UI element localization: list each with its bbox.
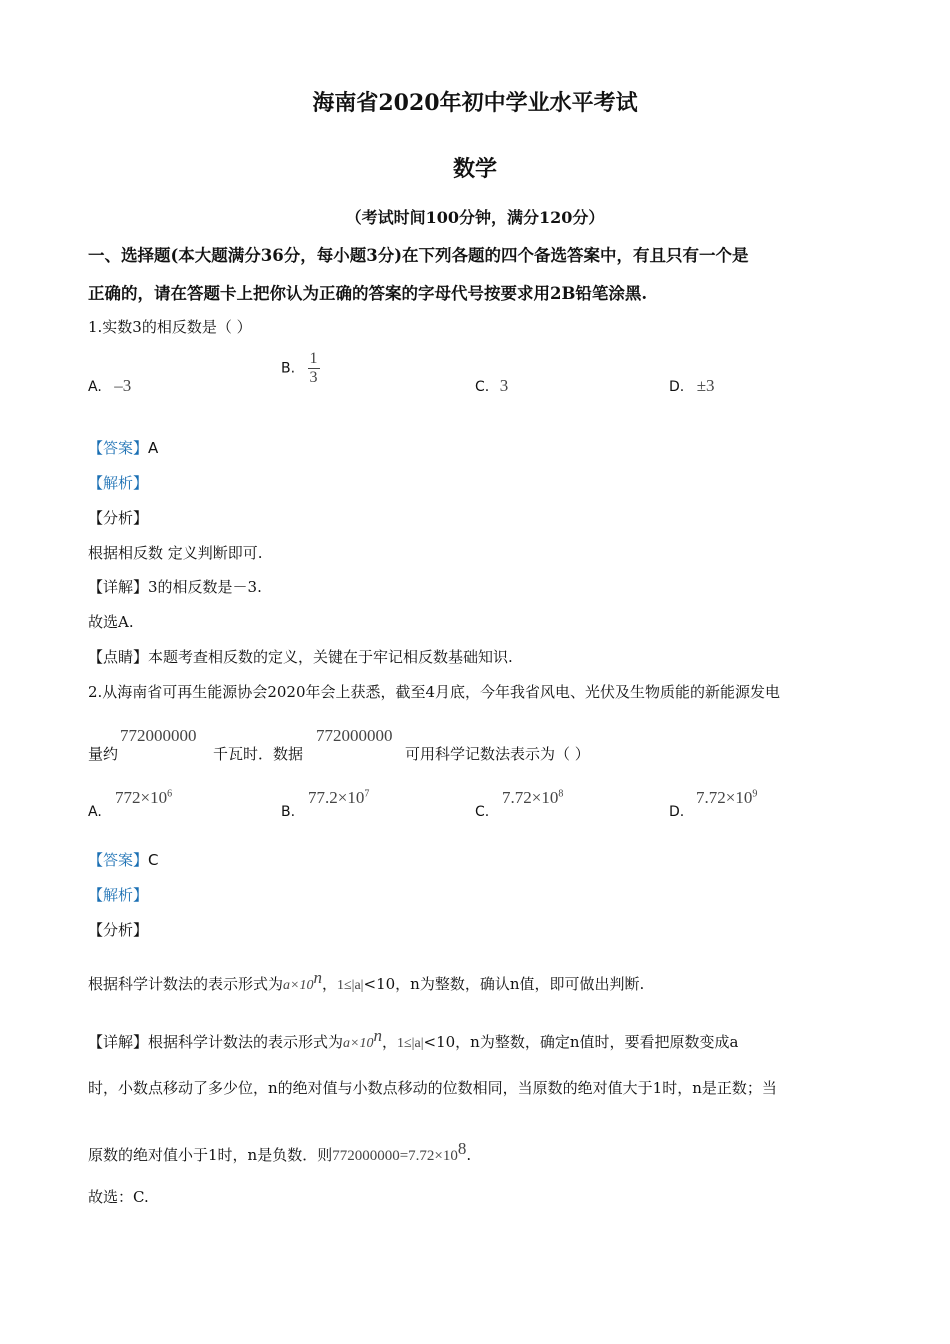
exam-title: 海南省2020年初中学业水平考试 xyxy=(312,90,638,116)
q2-option-b: $77.2\times 10^7$ xyxy=(308,788,370,807)
q2-option-a-label: A. xyxy=(88,804,102,820)
q1-xiangjie: 【详解】3的相反数是－3. xyxy=(88,578,262,596)
q1-option-b: B. $\frac{1}{3}$ xyxy=(281,350,318,386)
q2-answer: 【答案】C xyxy=(88,851,159,869)
q2-option-a: $772\times 10^6$ xyxy=(115,788,173,807)
q1-option-c: C. 3 xyxy=(475,376,509,395)
q2-number-2: 772000000 xyxy=(316,726,393,745)
section-heading-line2: 正确的，请在答题卡上把你认为正确的答案的字母代号按要求用2B铅笔涂黑. xyxy=(88,284,648,303)
q1-jiexi-tag: 【解析】 xyxy=(88,474,149,492)
q2-guxuan: 故选：C. xyxy=(88,1188,149,1206)
q2-xiangjie-line2: 时，小数点移动了多少位，n的绝对值与小数点移动的位数相同，当原数的绝对值大于1时，n是正数；当 xyxy=(88,1079,777,1097)
subject-title: 数学 xyxy=(452,156,497,182)
q2-stem-line1: 2.从海南省可再生能源协会2020年会上获悉，截至4月底，今年我省风电、光伏及生物质能的新能源发电 xyxy=(88,683,781,701)
q2-number-1: 772000000 xyxy=(120,726,197,745)
q2-jiexi-tag: 【解析】 xyxy=(88,886,149,904)
q2-stem-line2c: 可用科学记数法表示为（ ） xyxy=(405,745,590,763)
q1-option-d: D. ±3 xyxy=(669,376,715,395)
q1-dianjing: 【点睛】本题考查相反数的定义，关键在于牢记相反数基础知识. xyxy=(88,648,513,666)
q2-fenxi-tag: 【分析】 xyxy=(88,921,149,939)
q2-option-c-label: C. xyxy=(475,804,490,820)
q1-fenxi-tag: 【分析】 xyxy=(88,509,149,527)
q1-guxuan: 故选A. xyxy=(88,613,134,631)
q1-fenxi-text: 根据相反数 定义判断即可. xyxy=(88,544,263,562)
q2-option-d-label: D. xyxy=(669,804,685,820)
q1-option-a: A. –3 xyxy=(88,376,132,395)
q2-option-d: $7.72\times 10^9$ xyxy=(696,788,758,807)
q2-stem-line2b: 千瓦时．数据 xyxy=(213,745,304,763)
q2-stem-line2a: 量约 xyxy=(88,745,119,763)
q2-fenxi-line: 根据科学计数法的表示形式为$a\times 10^n$，1≤|a|<10，n为整数，确认n值，即可做出判断. xyxy=(88,968,645,993)
q2-option-c: $7.72\times 10^8$ xyxy=(502,788,564,807)
q2-xiangjie-line3: 原数的绝对值小于1时，n是负数．则$772000000=7.72\times 10^8$. xyxy=(88,1139,472,1164)
q2-option-b-label: B. xyxy=(281,804,296,820)
section-heading-line1: 一、选择题(本大题满分36分，每小题3分)在下列各题的四个备选答案中，有且只有一个是 xyxy=(88,246,749,265)
exam-info: （考试时间100分钟，满分120分） xyxy=(345,208,605,227)
q1-answer: 【答案】A xyxy=(88,439,159,457)
q1-stem: 1.实数3的相反数是（ ） xyxy=(88,318,252,336)
q2-xiangjie-line1: 【详解】根据科学计数法的表示形式为$a\times 10^n$，1≤|a|<10，n为整数，确定n值时，要看把原数变成a xyxy=(88,1026,739,1051)
